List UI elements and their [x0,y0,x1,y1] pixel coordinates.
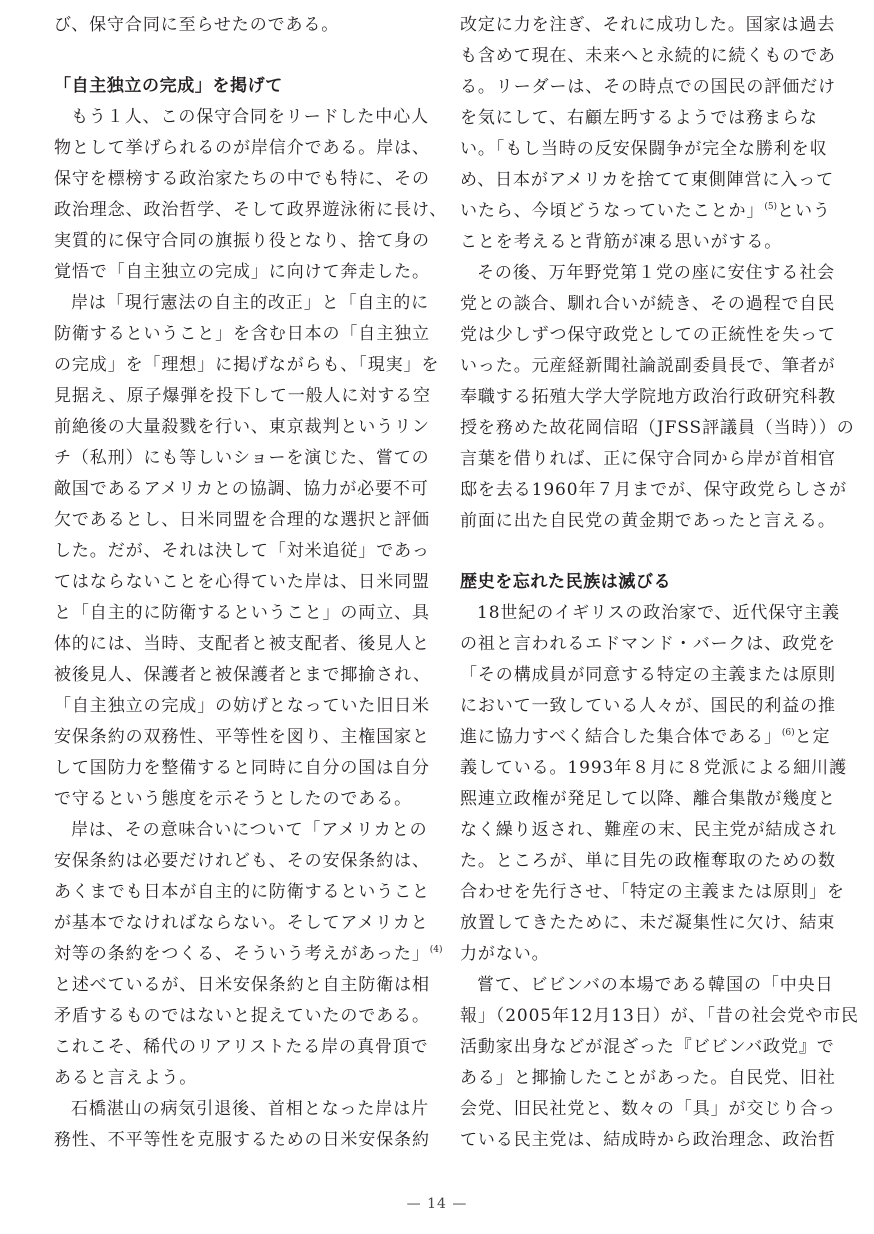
text-line: 力がない。 [460,944,550,964]
section-heading: 歴史を忘れた民族は滅びる [460,572,672,592]
text-line-with-note [460,722,831,753]
text-line: もう１人、この保守合同をリードした中心人 [71,107,429,127]
text-line: において一致している人々が、国民的利益の推 [460,696,836,716]
text-line: で守るという態度を示そうとしたのである。 [54,789,412,809]
text-span: いたら、今頃どうなっていたことか」 [460,201,765,221]
text-line: の完成」を「理想」に掲げながらも、「現実」を [54,355,440,375]
text-line: 安保条約の双務性、平等性を図り、主権国家と [54,727,430,747]
text-line: 被後見人、保護者と被保護者とまで揶揄され、 [54,665,431,685]
text-line: 覚悟で「自主独立の完成」に向けて奔走した。 [54,262,430,282]
section-gap [460,537,820,567]
text-line: 前絶後の大量殺戮を行い、東京裁判というリン [54,417,430,437]
text-line: 実質的に保守合同の旗振り役となり、捨て身の [54,231,430,251]
text-line: てはならないことを心得ていた岸は、日米同盟 [54,572,430,592]
text-line: 報」（2005年12月13日）が、「昔の社会党や市民 [460,1006,859,1026]
text-line: 18世紀のイギリスの政治家で、近代保守主義 [477,603,840,623]
text-line: 「その構成員が同意する特定の主義または原則 [460,665,836,685]
text-line: い。「もし当時の反安保闘争が完全な勝利を収 [460,139,828,159]
text-line: 矛盾するものではないと捉えていたのである。 [54,1006,430,1026]
text-line: 保守を標榜する政治家たちの中でも特に、その [54,169,430,189]
text-line: チ（私刑）にも等しいショーを演じた、嘗ての [54,448,430,468]
text-span: 進に協力すべく結合した集合体である」 [460,727,782,747]
text-line: も含めて現在、未来へと永続的に続くものであ [460,46,836,66]
text-line: 義している。1993年８月に８党派による細川護 [460,758,847,778]
footnote-ref-4: (4) [429,945,443,955]
left-column [54,10,448,1156]
text-line: た。ところが、単に目先の政権奪取のための数 [460,851,836,871]
text-line: あると言えよう。 [54,1068,198,1088]
text-line: 欠であるとし、日米同盟を合理的な選択と評価 [54,510,430,530]
text-line: 政治理念、政治哲学、そして政界遊泳術に長け、 [54,200,448,220]
text-line: して国防力を整備すると同時に自分の国は自分 [54,758,430,778]
text-line: 安保条約は必要だけれども、その安保条約は、 [54,851,430,871]
text-line: 合わせを先行させ、「特定の主義または原則」を [460,882,845,902]
text-span: 対等の条約をつくる、そういう考えがあった」 [54,944,430,964]
text-line: 言葉を借りれば、正に保守合同から岸が首相官 [460,449,836,469]
text-line: あくまでも日本が自主的に防衛するということ [54,882,430,902]
text-line: 奉職する拓殖大学大学院地方政治行政研究科教 [460,387,836,407]
text-line: び、保守合同に至らせたのである。 [54,15,340,35]
text-line: した。だが、それは決して「対米追従」であっ [54,541,430,561]
text-line-with-note [54,939,443,970]
text-line: 邸を去る1960年７月までが、保守政党らしさが [460,480,847,500]
text-line: いった。元産経新聞社論説副委員長で、筆者が [460,356,836,376]
text-line: 務性、不平等性を克服するための日米安保条約 [54,1130,430,1150]
text-line: 党との談合、馴れ合いが続き、その過程で自民 [460,294,836,314]
right-column [460,10,859,1156]
text-line: 敵国であるアメリカとの協調、協力が必要不可 [54,479,429,499]
text-line: 改定に力を注ぎ、それに成功した。国家は過去 [460,15,836,35]
text-line: を気にして、右顧左眄するようでは務まらな [460,108,818,128]
text-line: 物として挙げられるのが岸信介である。岸は、 [54,138,430,158]
text-line: 石橋湛山の病気引退後、首相となった岸は片 [71,1099,429,1119]
text-line: 熙連立政権が発足して以降、離合集散が幾度と [460,789,836,809]
text-line-with-note [460,196,831,227]
section-gap [54,41,414,71]
text-line: め、日本がアメリカを捨てて東側陣営に入って [460,170,835,190]
text-line: と述べているが、日米安保条約と自主防衛は相 [54,975,430,995]
text-line: 体的には、当時、支配者と被支配者、後見人と [54,634,430,654]
text-line: 活動家出身などが混ざった『ビビンバ政党』で [460,1037,835,1057]
text-line: その後、万年野党第１党の座に安住する社会 [477,263,835,283]
text-line: と「自主的に防衛するということ」の両立、具 [54,603,430,623]
text-span: という [777,201,831,221]
text-line: 会党、旧民社党と、数々の「具」が交じり合っ [460,1099,836,1119]
text-line: これこそ、稀代のリアリストたる岸の真骨頂で [54,1037,429,1057]
text-line: ている民主党は、結成時から政治理念、政治哲 [460,1130,836,1150]
text-line: が基本でなければならない。そしてアメリカと [54,913,429,933]
text-line: 党は少しずつ保守政党としての正統性を失って [460,325,836,345]
text-line: 前面に出た自民党の黄金期であったと言える。 [460,511,836,531]
text-line: 防衛するということ」を含む日本の「自主独立 [54,324,430,344]
text-span: と定 [794,727,831,747]
section-heading: 「自主独立の完成」を掲げて [54,76,283,96]
text-line: 岸は、その意味合いについて「アメリカとの [71,820,428,840]
text-line: 岸は「現行憲法の自主的改正」と「自主的に [71,293,429,313]
text-line: 授を務めた故花岡信昭（JFSS評議員（当時））の [460,418,855,438]
text-line: 放置してきたために、未だ凝集性に欠け、結束 [460,913,836,933]
text-line: ことを考えると背筋が凍る思いがする。 [460,232,783,252]
page-number: — 14 — [406,1196,468,1212]
footnote-ref-5: (5) [764,202,778,212]
text-line: 嘗て、ビビンバの本場である韓国の「中央日 [477,975,834,995]
text-line: の祖と言われるエドマンド・バークは、政党を [460,634,836,654]
footnote-ref-6: (6) [781,728,795,738]
text-line: 「自主独立の完成」の妨げとなっていた旧日米 [54,696,430,716]
text-line: なく繰り返され、難産の末、民主党が結成され [460,820,837,840]
text-line: ある」と揶揄したことがあった。自民党、旧社 [460,1068,836,1088]
text-line: 見据え、原子爆弾を投下して一般人に対する空 [54,386,431,406]
text-line: る。リーダーは、その時点での国民の評価だけ [460,77,836,97]
